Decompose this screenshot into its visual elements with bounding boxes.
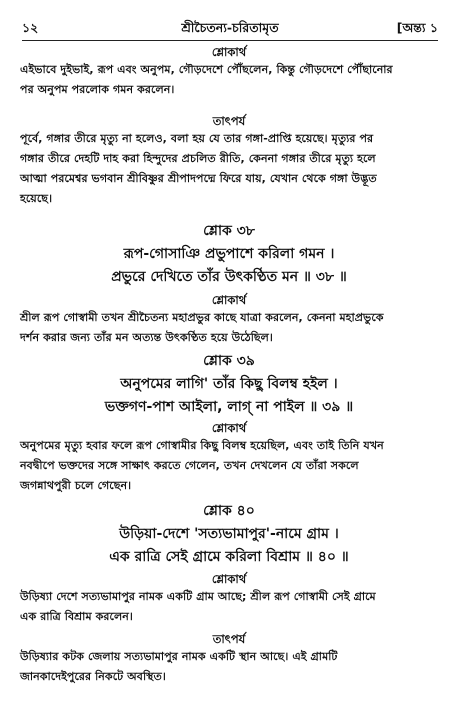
- verse-line: রূপ-গোসাঞি প্রভুপাশে করিলা গমন ।: [123, 246, 335, 262]
- verse-line: প্রভুরে দেখিতে তাঁর উৎকণ্ঠিত মন ॥ ৩৮ ॥: [111, 269, 347, 285]
- text-line: শ্রীল রূপ গোস্বামী তখন শ্রীচৈতন্য মহাপ্রভুর কাছে যাত্রা করলেন, কেননা মহাপ্রভুকে: [20, 311, 384, 324]
- text-line: এক রাত্রি বিশ্রাম করলেন।: [20, 610, 133, 623]
- verse-line: উড়িয়া-দেশে 'সত্যভামাপুর'-নামে গ্রাম ।: [119, 526, 339, 542]
- verse-line: ভক্তগণ-পাশ আইলা, লাগ্‌ না পাইল ॥ ৩৯ ॥: [104, 399, 354, 415]
- text-line: হয়েছে।: [20, 192, 53, 205]
- section-heading-translation: শ্লোকার্থ: [211, 45, 247, 59]
- text-line: উড়িষ্যা দেশে সত্যভামাপুর নামক একটি গ্রাম আছে; শ্রীল রূপ গোস্বামী সেই গ্রামে: [20, 590, 376, 603]
- page-number: ১২: [22, 20, 39, 35]
- text-line: অনুপমের মৃত্যু হবার ফলে রূপ গোস্বামীর কিছু বিলম্ব হয়েছিল, এবং তাই তিনি যখন: [20, 439, 384, 452]
- running-title: শ্রীচৈতন্য-চরিতামৃত: [181, 20, 279, 35]
- purport-paragraph: [20, 647, 438, 687]
- section-heading-purport: তাৎপর্য: [212, 632, 246, 646]
- chapter-marker: [অন্ত্য ১: [396, 20, 438, 35]
- verse-title: শ্লোক ৩৮: [203, 223, 255, 239]
- text-line: এইভাবে দুইভাই, রূপ এবং অনুপম, গৌড়দেশে পৌঁছলেন, কিন্তু গৌড়দেশে পৌঁছানোর: [20, 63, 393, 76]
- page-header: [22, 20, 438, 41]
- text-line: পূর্বে, গঙ্গার তীরে মৃত্যু না হলেও, বলা হয় যে তার গঙ্গা-প্রাপ্তি হয়েছে। মৃত্যুর পর: [20, 132, 374, 145]
- text-line: দর্শন করার জন্য তাঁর মন অত্যন্ত উৎকণ্ঠিত হয়ে উঠেছিল।: [20, 331, 273, 344]
- verse-line: অনুপমের লাগি' তাঁর কিছু বিলম্ব হইল ।: [120, 376, 338, 392]
- text-line: গঙ্গার তীরে দেহটি দাহ করা হিন্দুদের প্রচলিত রীতি, কেননা গঙ্গার তীরে মৃত্যু হলে: [20, 152, 376, 165]
- verse-title: শ্লোক ৩৯: [203, 353, 255, 369]
- verse-title: শ্লোক ৪০: [203, 503, 255, 519]
- section-heading-purport: তাৎপর্য: [212, 114, 246, 128]
- section-heading-translation: শ্লোকার্থ: [211, 293, 247, 307]
- translation-paragraph: [20, 308, 438, 348]
- section-heading-translation: শ্লোকার্থ: [211, 421, 247, 435]
- section-heading-translation: শ্লোকার্থ: [211, 572, 247, 586]
- text-line: জগন্নাথপুরী চলে গেছেন।: [20, 479, 132, 492]
- translation-paragraph: [20, 60, 438, 100]
- text-line: নবদ্বীপে ভক্তদের সঙ্গে সাক্ষাৎ করতে গেলেন, তখন দেখলেন যে তাঁরা সকলে: [20, 459, 359, 472]
- text-line: পর অনুপম পরলোক গমন করলেন।: [20, 83, 175, 96]
- translation-paragraph: [20, 436, 438, 496]
- text-line: উড়িষ্যার কটক জেলায় সত্যভামাপুর নামক একটি স্থান আছে। এই গ্রামটি: [20, 650, 338, 663]
- verse-text: [20, 373, 438, 419]
- verse-text: [20, 243, 438, 289]
- verse-line: এক রাত্রি সেই গ্রামে করিলা বিশ্রাম ॥ ৪০ ॥: [109, 549, 349, 565]
- purport-paragraph: [20, 129, 438, 209]
- text-line: জানকাদেইপুরের নিকটে অবস্থিত।: [20, 670, 166, 683]
- translation-paragraph: [20, 587, 438, 627]
- text-line: আত্মা পরমেশ্বর ভগবান শ্রীবিষ্ণুর শ্রীপাদপদ্মে ফিরে যায়, যেখান থেকে গঙ্গা উদ্ভূত: [20, 172, 377, 185]
- verse-text: [20, 523, 438, 569]
